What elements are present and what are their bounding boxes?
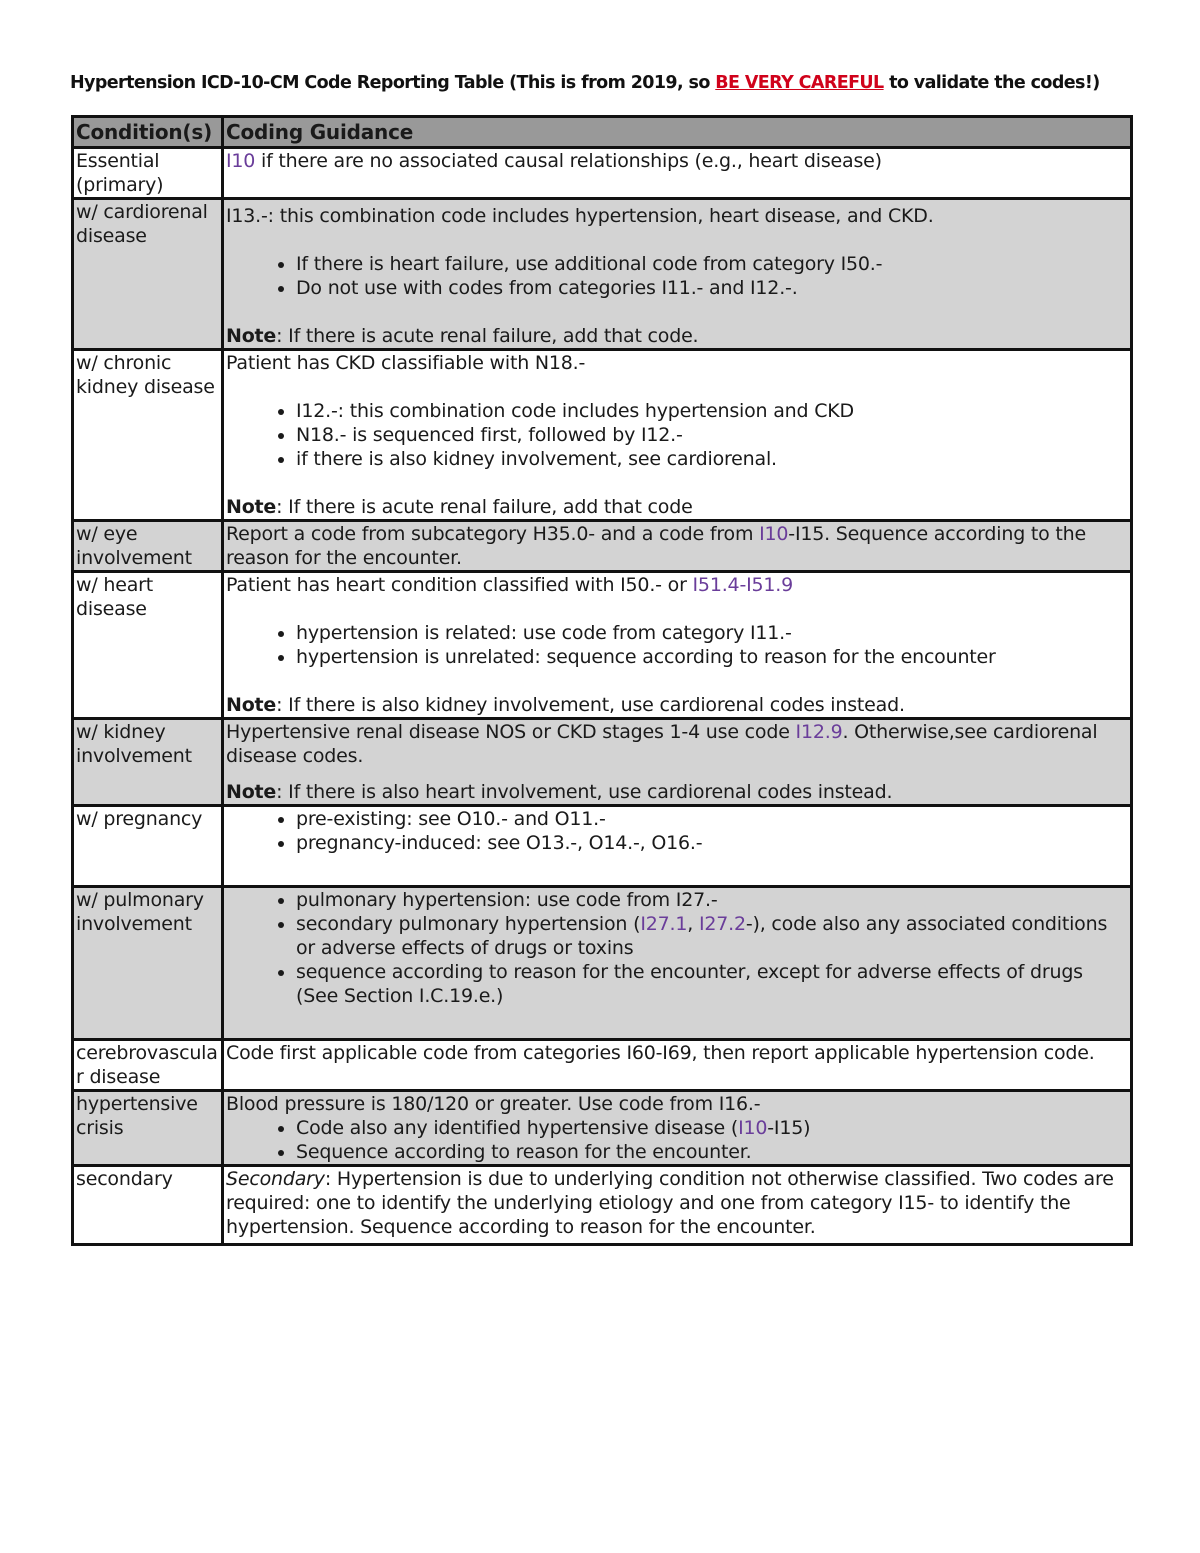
- table-row: [73, 1166, 1132, 1245]
- condition-cell: w/ cardiorenal disease: [73, 199, 223, 350]
- bullet-list: [226, 399, 1128, 471]
- title-prefix: Hypertension ICD-10-CM Code Reporting Table (This is from 2019, so: [70, 73, 716, 93]
- list-item: • Do not use with codes from categories I11.- and I12.-.: [296, 276, 1128, 300]
- table-row: [73, 199, 1132, 350]
- condition-cell: hypertensive crisis: [73, 1091, 223, 1166]
- table-row: [73, 350, 1132, 521]
- guidance-cell: Secondary: Hypertension is due to underlying condition not otherwise classified. Two codes are required: one to identify the underlying etiology and one from category I15- to identify the hypertension. Sequence according to reason for the encounter.: [223, 1166, 1132, 1245]
- code-link[interactable]: I10: [759, 523, 789, 545]
- code-link[interactable]: I10: [226, 150, 256, 172]
- condition-cell: w/ pulmonary involvement: [73, 887, 223, 1040]
- guidance-note: Note: If there is also heart involvement, use cardiorenal codes instead.: [226, 781, 893, 803]
- code-link[interactable]: I51.9: [746, 574, 794, 596]
- header-coding-guidance: Coding Guidance: [223, 117, 1132, 148]
- table-row: [73, 572, 1132, 719]
- guidance-cell: [223, 199, 1132, 350]
- title-suffix: to validate the codes!): [883, 73, 1100, 93]
- list-item: • if there is also kidney involvement, see cardiorenal.: [296, 447, 1128, 471]
- guidance-cell: [223, 350, 1132, 521]
- bullet-list: [226, 1116, 1128, 1164]
- table-row: [73, 1040, 1132, 1091]
- guidance-cell: [223, 719, 1132, 806]
- table-row: [73, 521, 1132, 572]
- code-reporting-table: [71, 115, 1133, 1246]
- bullet-list: [226, 621, 1128, 669]
- list-item: • pre-existing: see O10.- and O11.-: [296, 807, 1128, 831]
- list-item: • pregnancy-induced: see O13.-, O14.-, O16.-: [296, 831, 1128, 855]
- list-item: • N18.- is sequenced first, followed by I12.-: [296, 423, 1128, 447]
- page-title: [70, 73, 1140, 93]
- guidance-cell: [223, 572, 1132, 719]
- table-row: [73, 887, 1132, 1040]
- list-item: • Sequence according to reason for the encounter.: [296, 1140, 1128, 1164]
- title-warning: BE VERY CAREFUL: [715, 73, 884, 93]
- guidance-intro: I13.-: this combination code includes hypertension, heart disease, and CKD.: [226, 205, 934, 227]
- table-header-row: [73, 117, 1132, 148]
- header-conditions: Condition(s): [73, 117, 223, 148]
- guidance-note: Note: If there is acute renal failure, add that code.: [226, 325, 699, 347]
- guidance-intro: Blood pressure is 180/120 or greater. Use code from I16.-: [226, 1093, 761, 1115]
- condition-cell: w/ eye involvement: [73, 521, 223, 572]
- list-item: • If there is heart failure, use additional code from category I50.-: [296, 252, 1128, 276]
- code-link[interactable]: I51.4: [692, 574, 740, 596]
- condition-cell: w/ chronic kidney disease: [73, 350, 223, 521]
- list-item: • sequence according to reason for the encounter, except for adverse effects of drugs (See Section I.C.19.e.): [296, 960, 1128, 1008]
- condition-cell: w/ pregnancy: [73, 806, 223, 887]
- condition-cell: Essential (primary): [73, 148, 223, 199]
- bullet-list: [226, 807, 1128, 855]
- guidance-cell: Code first applicable code from categories I60-I69, then report applicable hypertension code.: [223, 1040, 1132, 1091]
- table-row: [73, 806, 1132, 887]
- code-link[interactable]: I27.2: [698, 913, 746, 935]
- guidance-intro: Patient has CKD classifiable with N18.-: [226, 352, 586, 374]
- guidance-cell: [223, 806, 1132, 887]
- condition-cell: secondary: [73, 1166, 223, 1245]
- guidance-note: Note: If there is also kidney involvement, use cardiorenal codes instead.: [226, 694, 905, 716]
- guidance-intro: Patient has heart condition classified with I50.- or I51.4-I51.9: [226, 574, 794, 596]
- guidance-cell: [223, 1091, 1132, 1166]
- guidance-intro: Hypertensive renal disease NOS or CKD stages 1-4 use code I12.9. Otherwise,see cardiorenal disease codes.: [226, 721, 1098, 767]
- table-row: [73, 1091, 1132, 1166]
- code-link[interactable]: I27.1: [640, 913, 688, 935]
- list-item: • hypertension is unrelated: sequence according to reason for the encounter: [296, 645, 1128, 669]
- bullet-list: [226, 888, 1128, 1008]
- list-item: • Code also any identified hypertensive disease (I10-I15): [296, 1116, 1128, 1140]
- table-row: [73, 719, 1132, 806]
- guidance-note: Note: If there is acute renal failure, add that code: [226, 496, 693, 518]
- condition-cell: w/ kidney involvement: [73, 719, 223, 806]
- bullet-list: [226, 252, 1128, 300]
- code-link[interactable]: I10: [738, 1117, 768, 1139]
- list-item: • secondary pulmonary hypertension (I27.1, I27.2-), code also any associated conditions or adverse effects of drugs or toxins: [296, 912, 1128, 960]
- condition-cell: cerebrovascular disease: [73, 1040, 223, 1091]
- guidance-cell: [223, 887, 1132, 1040]
- condition-cell: w/ heart disease: [73, 572, 223, 719]
- code-link[interactable]: I12.9: [795, 721, 843, 743]
- guidance-cell: I10 if there are no associated causal relationships (e.g., heart disease): [223, 148, 1132, 199]
- list-item: • pulmonary hypertension: use code from I27.-: [296, 888, 1128, 912]
- list-item: • I12.-: this combination code includes hypertension and CKD: [296, 399, 1128, 423]
- table-row: [73, 148, 1132, 199]
- list-item: • hypertension is related: use code from category I11.-: [296, 621, 1128, 645]
- guidance-cell: Report a code from subcategory H35.0- and a code from I10-I15. Sequence according to the reason for the encounter.: [223, 521, 1132, 572]
